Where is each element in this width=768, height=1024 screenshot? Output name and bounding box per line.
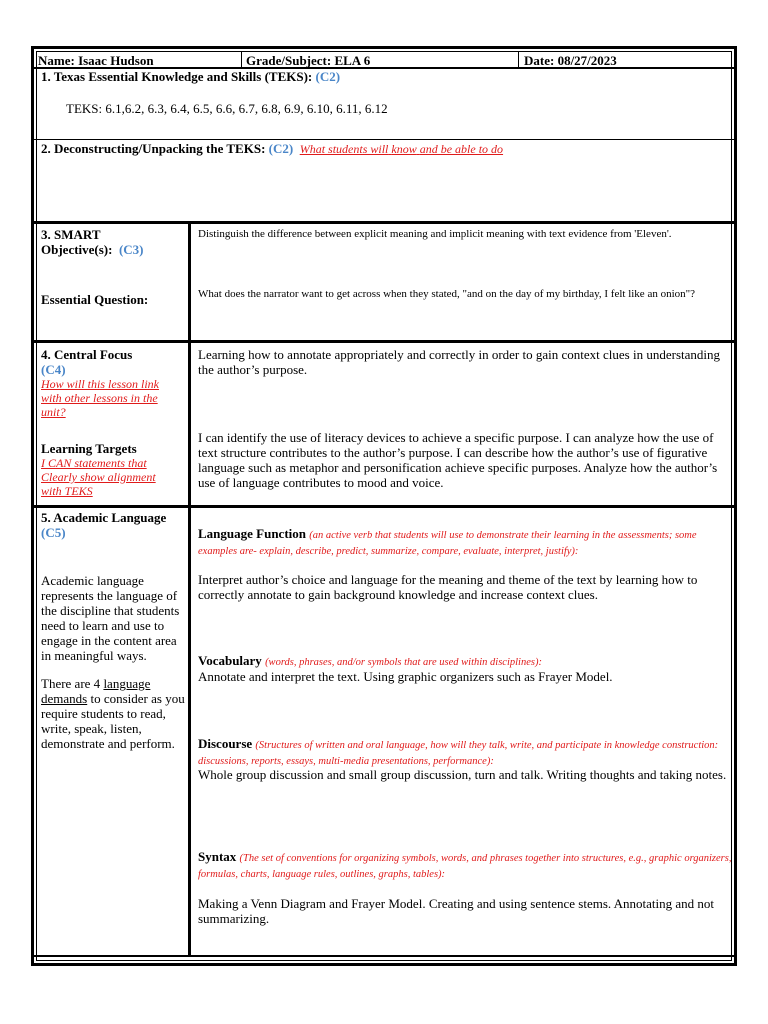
central-focus-text: Learning how to annotate appropriately and correctly in order to gain context clues in understanding the author’s purpose. <box>198 347 720 377</box>
header-sep-1 <box>241 51 242 68</box>
teks-code: (C2) <box>315 69 341 84</box>
header-sep-2 <box>518 51 519 68</box>
deconstruct-heading: 2. Deconstructing/Unpacking the TEKS: <box>41 141 266 156</box>
smart-heading: 3. SMART Objective(s): (C3) <box>41 227 144 257</box>
essential-question-text: What does the narrator want to get across when they stated, "and on the day of my birthday, I felt like an onion"? <box>198 288 696 300</box>
academic-language-heading: 5. Academic Language <box>41 510 167 525</box>
discourse-text: Whole group discussion and small group discussion, turn and talk. Writing thoughts and taking notes. <box>198 767 727 782</box>
smart-code: (C3) <box>118 242 144 257</box>
section3-divider <box>34 340 734 343</box>
syntax-label: Syntax <box>198 849 237 864</box>
smart-objective: Distinguish the difference between explicit meaning and implicit meaning with text evidence from 'Eleven'. <box>198 228 672 240</box>
vocabulary-text: Annotate and interpret the text. Using graphic organizers such as Frayer Model. <box>198 669 613 684</box>
left-column-divider <box>188 224 191 956</box>
learning-targets-block <box>41 441 186 498</box>
language-function-block <box>198 526 733 558</box>
syntax-note: (The set of conventions for organizing symbols, words, and phrases together into structures, e.g., graphic organizers, formulas, charts, language rules, outlines, graphs, tables): <box>198 853 732 880</box>
teks-heading: 1. Texas Essential Knowledge and Skills (TEKS): <box>41 69 313 84</box>
language-function-note: (an active verb that students will use to demonstrate their learning in the assessments; some examples are- explain, describe, predict, summarize, compare, evaluate, interpret, justify): <box>198 530 697 557</box>
vocabulary-label: Vocabulary <box>198 653 262 668</box>
vocabulary-block <box>198 653 733 669</box>
teks-heading-row <box>41 69 340 84</box>
academic-language-code: (C5) <box>41 525 66 540</box>
central-focus-block <box>41 347 186 419</box>
language-function-label: Language Function <box>198 526 306 541</box>
learning-targets-prompt: I CAN statements that Clearly show alignment with TEKS <box>41 456 156 498</box>
language-demands: There are 4 language demands to consider as you require students to read, write, speak, listen, demonstrate and perform. <box>41 676 185 751</box>
learning-targets-text: I can identify the use of literacy devices to achieve a specific purpose. I can analyze how the use of text structure contributes to the author’s purpose. I can describe how the author’s use of figurative language such as metaphor and personification achieve specific purposes. Analyze how the author’s use of language contributes to mood and voice. <box>198 430 718 490</box>
academic-language-desc: Academic language represents the language of the discipline that students need to learn and use to engage in the content area in meaningful ways. <box>41 573 180 663</box>
bottom-divider <box>34 955 734 957</box>
deconstruct-heading-row <box>41 141 503 156</box>
discourse-label: Discourse <box>198 736 253 751</box>
vocabulary-note: (words, phrases, and/or symbols that are used within disciplines): <box>265 657 542 668</box>
teacher-name: Name: Isaac Hudson <box>38 53 154 68</box>
academic-language-block <box>41 510 186 540</box>
section1-divider <box>34 139 734 140</box>
teks-list: TEKS: 6.1,6.2, 6.3, 6.4, 6.5, 6.6, 6.7, 6.8, 6.9, 6.10, 6.11, 6.12 <box>66 101 388 116</box>
discourse-note: (Structures of written and oral language, how will they talk, write, and participate in knowledge construction: discussions, reports, essays, multi-media presentations, performance): <box>198 740 719 767</box>
discourse-block <box>198 736 733 768</box>
syntax-text: Making a Venn Diagram and Frayer Model. Creating and using sentence stems. Annotating and not summarizing. <box>198 896 715 926</box>
language-function-text: Interpret author’s choice and language for the meaning and theme of the text by learning how to correctly annotate to gain background knowledge and increase context clues. <box>198 572 698 602</box>
deconstruct-code: (C2) <box>268 141 294 156</box>
syntax-block <box>198 849 733 881</box>
language-demands-link: language demands <box>41 676 151 706</box>
lesson-date: Date: 08/27/2023 <box>524 53 617 68</box>
essential-question-label: Essential Question: <box>41 292 149 307</box>
central-focus-heading: 4. Central Focus <box>41 347 133 362</box>
grade-subject: Grade/Subject: ELA 6 <box>246 53 371 68</box>
deconstruct-note: What students will know and be able to do <box>299 142 504 156</box>
section4-divider <box>34 505 734 508</box>
section2-divider <box>34 221 734 224</box>
central-focus-code: (C4) <box>41 362 66 377</box>
central-focus-prompt: How will this lesson link with other lessons in the unit? <box>41 377 160 419</box>
learning-targets-label: Learning Targets <box>41 441 137 456</box>
